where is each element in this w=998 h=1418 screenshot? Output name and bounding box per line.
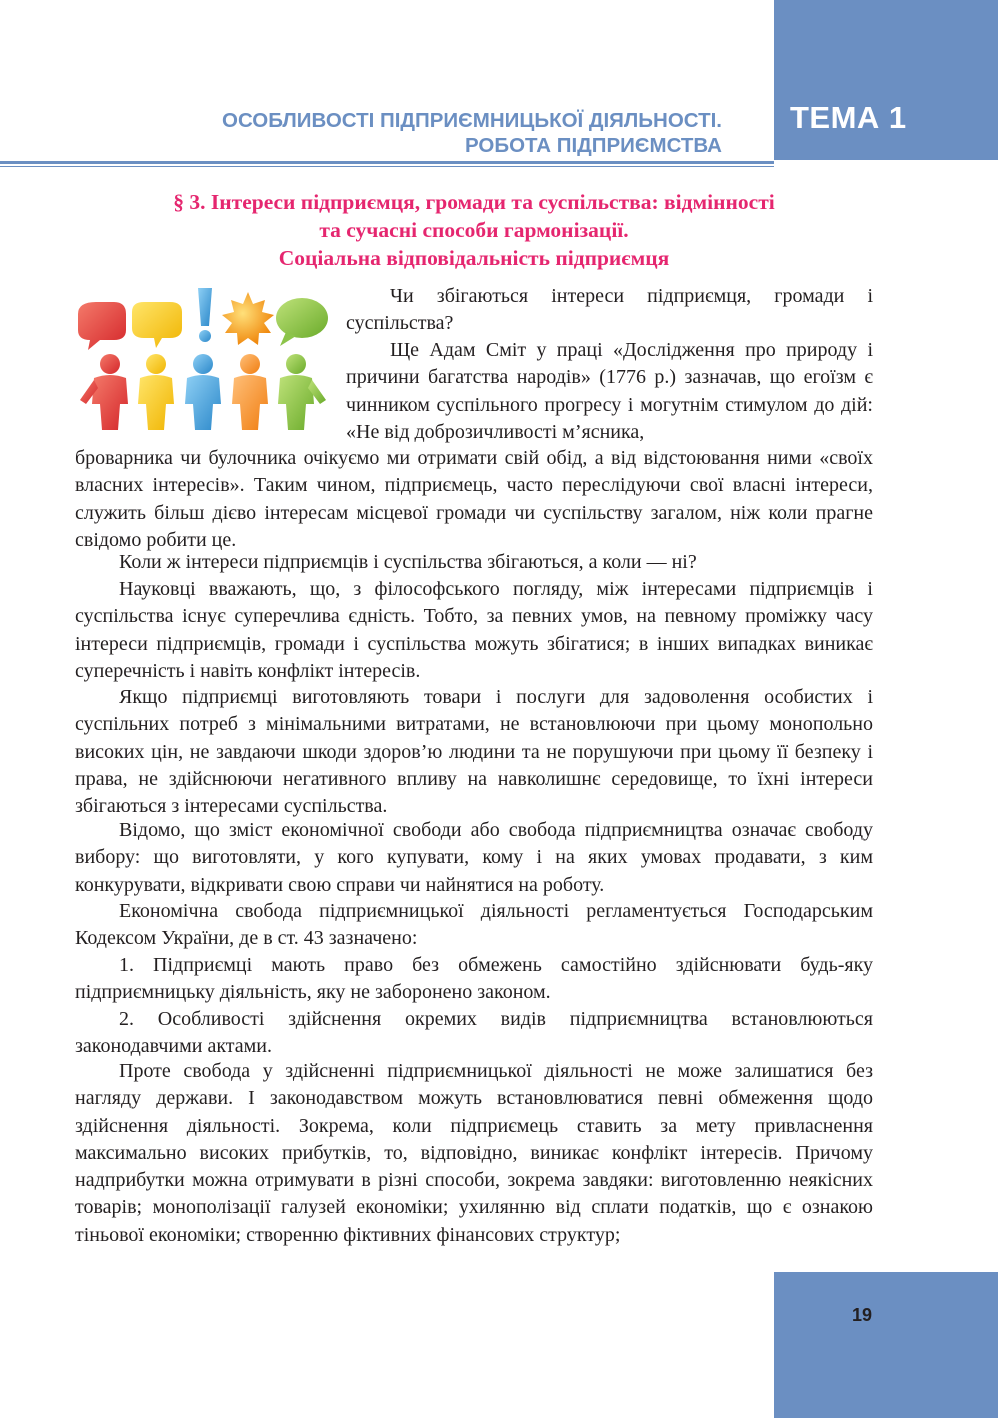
paragraph-question: Чи збігаються інтереси підприємця, громади і суспільства? <box>346 285 873 335</box>
paragraph-economic-freedom: Відомо, що зміст економічної свободи або свобода підприємництва означає свободу вибору: що виготовляти, у кого купувати, кому і на яких умовах продавати, з ким конкурувати, відкривати свою справи чи найнятися на роботу. <box>75 819 873 896</box>
blue-person-icon <box>185 354 221 430</box>
people-speech-bubbles-illustration <box>70 284 332 432</box>
theme-tab <box>774 0 998 160</box>
paragraph-adam-smith-continued: броварника чи булочника очікуємо ми отримати свій обід, а від відстоювання ними «своїх власних інтересів». Таким чином, підприємець, часто переслідуючи свої власні інтереси, служить більш дієво інтересам місцевої громади чи суспільству загалом, ніж коли прагне свідомо робити це. <box>75 447 873 551</box>
exclamation-icon <box>198 288 212 342</box>
red-person-icon <box>80 354 128 430</box>
list-item-1: 1. Підприємці мають право без обмежень самостійно здійснювати будь-яку підприємницьку діяльність, яку не заборонено законом. <box>75 954 873 1004</box>
page-number-tab <box>774 1272 998 1418</box>
orange-person-icon <box>232 354 268 430</box>
section-title-line-2: та сучасні способи гармонізації. <box>319 218 629 242</box>
chapter-header-line-2: РОБОТА ПІДПРИЄМСТВА <box>464 134 722 157</box>
list-item-2: 2. Особливості здійснення окремих видів підприємництва встановлюються законодавчими актами. <box>75 1008 873 1058</box>
section-title-line-3: Соціальна відповідальність підприємця <box>278 246 670 270</box>
paragraph-scientists: Науковці вважають, що, з філософського погляду, між інтересами підприємців і суспільства існує суперечлива єдність. Тобто, за певних умов, на певному проміжку часу інтереси підприємців, громади і суспільства можуть збігатися; в інших випадках виникає суперечність і навіть конфлікт інтересів. <box>75 578 873 682</box>
header-divider-thin <box>0 166 774 167</box>
paragraph-state-supervision: Проте свобода у здійсненні підприємницької діяльності не може залишатися без нагляду держави. І законодавством можуть встановлюватися певні обмеження щодо здійснення діяльності. Зокрема, коли підприємець ставить за мету привласнення максимально високих прибутків, то, відповідно, виникає конфлікт інтересів. Причому надприбутки можна отримувати в різні способи, зокрема завдяки: виготовленню неякісних товарів; монополізації галузей економіки; ухилянню від сплати податків, що є ознакою тіньової економіки; створенню фіктивних фінансових структур; <box>75 1060 873 1246</box>
page-number: 19 <box>852 1305 873 1325</box>
theme-tab-label: ТЕМА 1 <box>790 100 907 135</box>
paragraph-adam-smith-intro: Ще Адам Сміт у праці «Дослідження про природу і причини багатства народів» (1776 р.) зазначав, що егоїзм є чинником суспільного прогресу і могутнім стимулом до дій: «Не від доброзичливості м’ясника, <box>346 339 873 443</box>
section-title <box>75 188 873 272</box>
green-bubble-icon <box>276 298 328 346</box>
yellow-bubble-icon <box>132 302 182 348</box>
red-bubble-icon <box>78 302 126 350</box>
paragraph-entrepreneurs-produce: Якщо підприємці виготовляють товари і послуги для задоволення особистих і суспільних потреб з мінімальними витратами, не встановлюючи при цьому монопольно високих цін, не завдаючи шкоди здоров’ю людини та не порушуючи при цьому її безпеку і права, не здійснюючи негативного впливу на навколишнє середовище, то їхні інтереси збігаються з інтересами суспільства. <box>75 686 873 818</box>
yellow-person-icon <box>138 354 174 430</box>
sun-burst-icon <box>222 292 274 345</box>
chapter-header-line-1: ОСОБЛИВОСТІ ПІДПРИЄМНИЦЬКОЇ ДІЯЛЬНОСТІ. <box>222 109 722 132</box>
section-title-line-1: § 3. Інтереси підприємця, громади та суспільства: відмінності <box>173 190 775 214</box>
paragraph-when-coincide: Коли ж інтереси підприємців і суспільства збігаються, а коли — ні? <box>119 551 697 573</box>
chapter-header <box>222 108 722 158</box>
paragraph-commercial-code: Економічна свобода підприємницької діяльності регламентується Господарським Кодексом України, де в ст. 43 зазначено: <box>75 900 873 950</box>
header-divider <box>0 161 774 164</box>
green-person-icon <box>278 354 326 430</box>
